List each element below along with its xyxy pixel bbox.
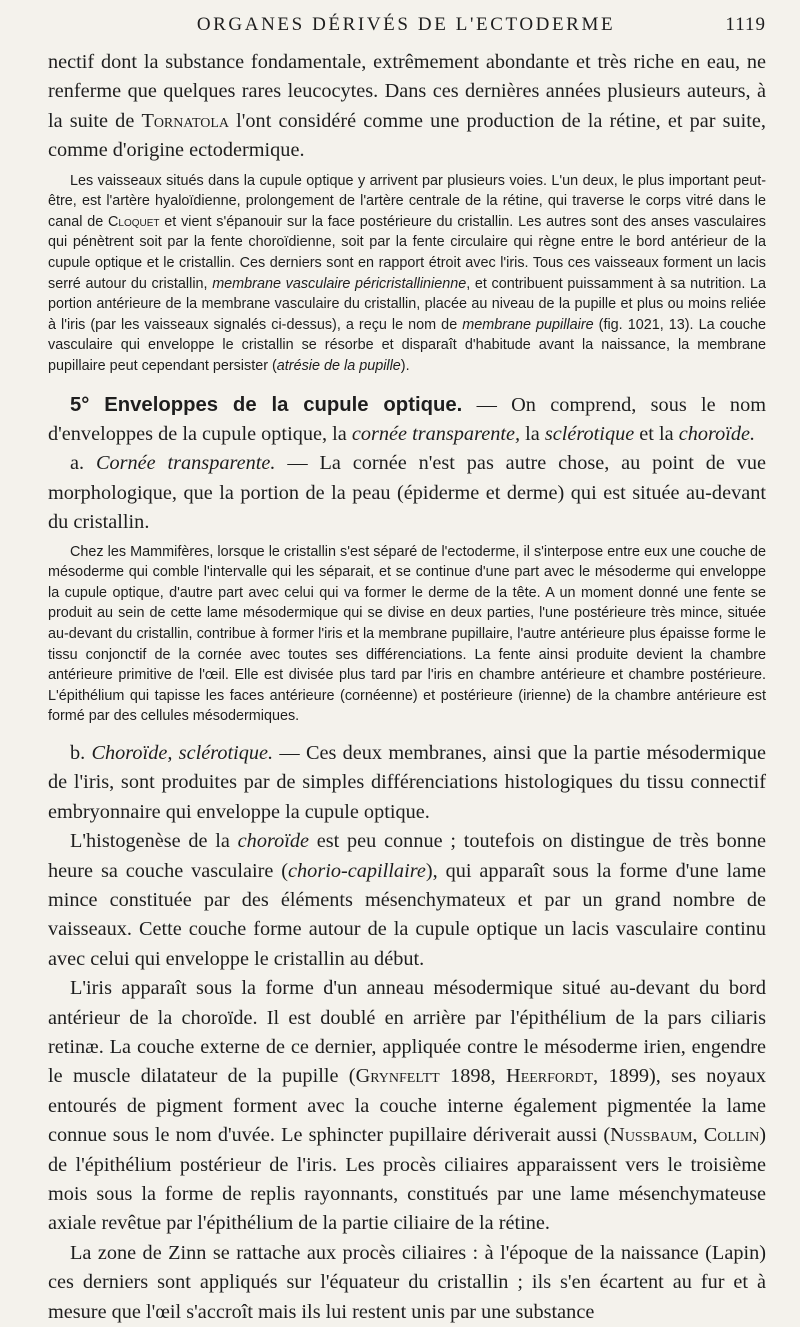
paragraph-vessels: Les vaisseaux situés dans la cupule optique y arrivent par plusieurs voies. L'un deux, le plus important peut-être, est l'artère hyaloïdienne, prolongement de l'artère centrale de la rétine, qui traverse le corps vitré dans le canal de Cloquet et vient s'épanouir sur la face postérieure du cristallin. Les autres sont des anses vasculaires qui pénètrent soit par la fente choroïdienne, soit par la fente circulaire qui règne entre le bord antérieur de la cupule optique et le cristallin. Ces derniers sont en rapport étroit avec l'iris. Tous ces vaisseaux forment un lacis serré autour du cristallin, membrane vasculaire péricristallinienne, et contribuent puissamment à sa nutrition. La portion antérieure de la membrane vasculaire du cristallin, placée au niveau de la pupille et plus ou moins reliée à l'iris (par les vaisseaux signalés ci-dessus), a reçu le nom de membrane pupillaire (fig. 1021, 13). La couche vasculaire qui enveloppe le cristallin se résorbe et disparaît d'habitude avant la naissance, la membrane pupillaire peut cependant persister (atrésie de la pupille). (48, 172, 767, 374)
author-name: Collin (703, 1124, 760, 1147)
running-title: ORGANES DÉRIVÉS DE L'ECTODERME (196, 14, 616, 35)
author-name: Heerfordt (506, 1065, 594, 1088)
page-number: 1119 (725, 14, 766, 35)
author-name: Cloquet (107, 213, 160, 230)
author-name: Tornatola (141, 109, 230, 132)
section-title: 5° Enveloppes de la cupule optique. (70, 393, 463, 416)
subsection-cornea: a. Cornée transparente. — La cornée n'est pas autre chose, au point de vue morphologique, que la portion de la peau (épiderme et derme) qui est située au-devant du cristallin. (48, 452, 767, 534)
paragraph-mammals: Chez les Mammifères, lorsque le cristallin s'est séparé de l'ectoderme, il s'interpose entre eux une couche de mésoderme qui comble l'intervalle qui les séparait, et se continue d'une part avec le mésoderme qui enveloppe la cupule optique, d'autre part avec celui qui va former le derme de la tête. A un moment donné une fente se produit au sein de cette lame mésodermique qui se divise en deux parties, l'une postérieure très mince, située au-devant du cristallin, contribue à former l'iris et la membrane pupillaire, l'autre antérieure plus épaisse forme le tissu conjonctif de la cornée avec toutes ses différenciations. La fente ainsi produite devient la chambre antérieure primitive de l'œil. Elle est divisée plus tard par l'iris en chambre antérieure et chambre postérieure. L'épithélium qui tapisse les faces antérieure (cornéenne) et postérieure (irienne) de la chambre antérieure est formé par des cellules mésodermiques. (48, 543, 766, 725)
subsection-title: Cornée transparente. (95, 452, 276, 475)
paragraph-iris: L'iris apparaît sous la forme d'un anneau mésodermique situé au-devant du bord antérieur de la choroïde. Il est doublé en arrière par l'épithélium de la pars ciliaris retinæ. La couche externe de ce dernier, appliquée contre le mésoderme irien, engendre le muscle dilatateur de la pupille (Grynfeltt 1898, Heerfordt, 1899), ses noyaux entourés de pigment forment avec la couche interne également pigmentée la lame connue sous le nom d'uvée. Le sphincter pupillaire dériverait aussi (Nussbaum, Collin) de l'épithélium postérieur de l'iris. Les procès ciliaires apparaissent vers le troisième mois sous la forme de replis rayonnants, constitués par une lame mésenchymateuse axiale revêtue par l'épithélium de la partie ciliaire de la rétine. (48, 977, 767, 1235)
section-heading-enveloppes: 5° Enveloppes de la cupule optique. — On comprend, sous le nom d'enveloppes de la cupule optique, la cornée transparente, la sclérotique et la choroïde. (48, 393, 766, 445)
paragraph-vitreous: nectif dont la substance fondamentale, extrêmement abondante et très riche en eau, ne renferme que quelques rares leucocytes. Dans ces dernières années plusieurs auteurs, à la suite de Tornatola l'ont considéré comme une production de la rétine, et par suite, comme d'origine ectodermique. (48, 51, 766, 162)
running-header (48, 14, 766, 40)
subsection-choroid: b. Choroïde, sclérotique. — Ces deux membranes, ainsi que la partie mésodermique de l'iris, sont produites par de simples différenciations histologiques du tissu connectif embryonnaire qui enveloppe la cupule optique. (48, 741, 766, 823)
author-name: Grynfeltt (355, 1065, 440, 1088)
page-body (48, 48, 766, 1327)
paragraph-histogenesis: L'histogenèse de la choroïde est peu connue ; toutefois on distingue de très bonne heure sa couche vasculaire (chorio-capillaire), qui apparaît sous la forme d'une lame mince constituée par des éléments mésenchymateux et par un grand nombre de vaisseaux. Cette couche forme autour de la cupule optique un lacis vasculaire continu avec celui qui enveloppe le cristallin au début. (48, 830, 767, 970)
paragraph-zinn: La zone de Zinn se rattache aux procès ciliaires : à l'époque de la naissance (Lapin) ces derniers sont appliqués sur l'équateur du cristallin ; ils s'en écartent au fur et à mesure que l'œil s'accroît mais ils lui restent unis par une substance (48, 1241, 766, 1323)
subsection-title: Choroïde, sclérotique. (91, 741, 274, 764)
author-name: Nussbaum (610, 1124, 693, 1147)
